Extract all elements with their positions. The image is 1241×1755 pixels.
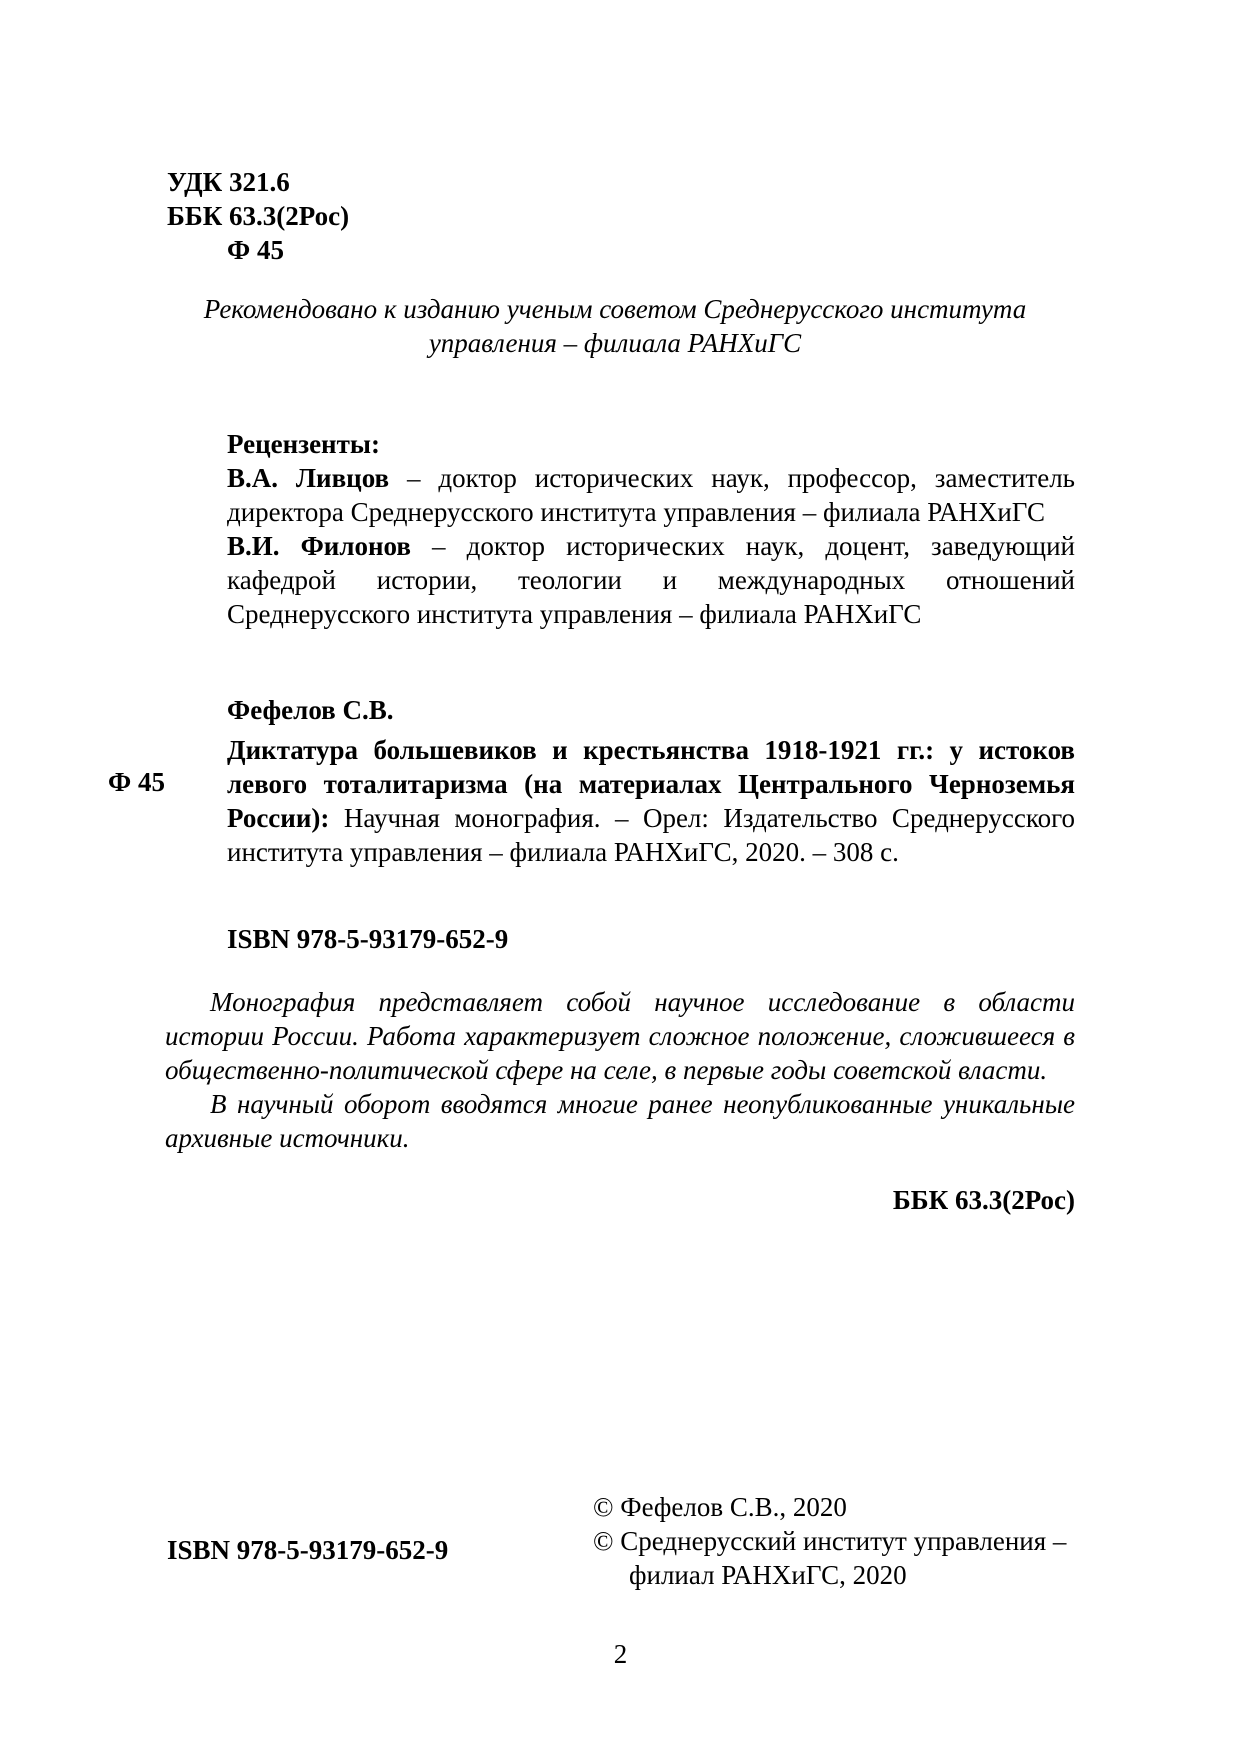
recommendation-note bbox=[165, 292, 1065, 360]
page-number: 2 bbox=[613, 1639, 628, 1669]
reviewer-2-text: – доктор исторических наук, доцент, заведующий кафедрой истории, теологии и международных отношений Среднерусского института управления – филиала РАНХиГС bbox=[227, 531, 1075, 629]
recommendation-line-2: управления – филиала РАНХиГС bbox=[428, 328, 802, 358]
classification-block bbox=[167, 165, 349, 267]
bbk-code: ББК 63.3(2Рос) bbox=[167, 201, 350, 231]
abstract-paragraph-1: Монография представляет собой научное исследование в области истории России. Работа характеризует сложное положение, сложившееся в общественно-политической сфере на селе, в первые годы советской власти. bbox=[165, 987, 1075, 1085]
reviewer-1 bbox=[227, 461, 1075, 529]
book-isbn: ISBN 978-5-93179-652-9 bbox=[227, 924, 509, 954]
book-sign: Ф 45 bbox=[108, 767, 165, 797]
abstract-paragraph-2: В научный оборот вводятся многие ранее неопубликованные уникальные архивные источники. bbox=[165, 1089, 1075, 1153]
copyright-institute-line-2: филиал РАНХиГС, 2020 bbox=[629, 1560, 907, 1590]
footer-isbn: ISBN 978-5-93179-652-9 bbox=[167, 1535, 449, 1565]
reviewer-1-name: В.А. Ливцов bbox=[227, 463, 390, 493]
bibliographic-description bbox=[227, 733, 1075, 869]
reviewer-1-text: – доктор исторических наук, профессор, заместитель директора Среднерусского института управления – филиала РАНХиГС bbox=[227, 463, 1075, 527]
author-sign: Ф 45 bbox=[227, 235, 284, 265]
recommendation-line-1: Рекомендовано к изданию ученым советом Среднерусского института bbox=[203, 294, 1027, 324]
udk-code: УДК 321.6 bbox=[167, 167, 290, 197]
book-author: Фефелов С.В. bbox=[227, 695, 394, 725]
reviewers-heading: Рецензенты: bbox=[227, 429, 380, 459]
copyright-institute-line-1: © Среднерусский институт управления – bbox=[593, 1526, 1067, 1556]
book-imprint: Научная монография. – Орел: Издательство Среднерусского института управления – филиала РАНХиГС, 2020. – 308 с. bbox=[227, 803, 1075, 867]
reviewer-2-name: В.И. Филонов bbox=[227, 531, 411, 561]
copyright-block bbox=[593, 1490, 1066, 1592]
book-title: Диктатура большевиков и крестьянства 1918-1921 гг.: у истоков левого тоталитаризма (на материалах Центрального Черноземья России): bbox=[227, 735, 1075, 833]
abstract-bbk: ББК 63.3(2Рос) bbox=[892, 1185, 1075, 1215]
reviewer-2 bbox=[227, 529, 1075, 631]
copyright-author: © Фефелов С.В., 2020 bbox=[593, 1492, 847, 1522]
reviewers-block bbox=[227, 427, 1075, 631]
abstract-block bbox=[165, 985, 1075, 1155]
